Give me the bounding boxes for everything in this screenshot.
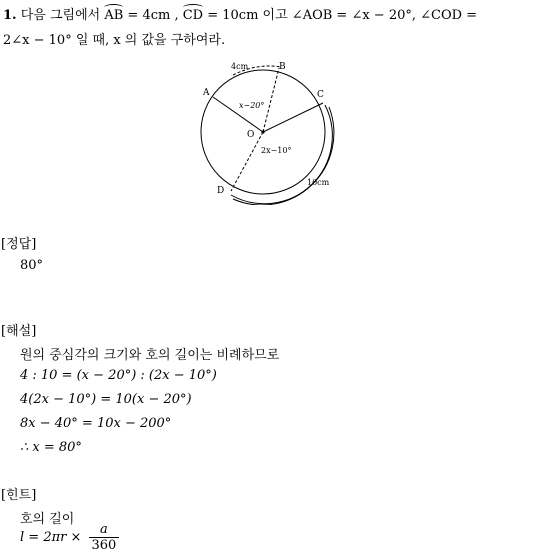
label-2x10: 2x−10° (261, 146, 292, 155)
radius-ob (263, 68, 279, 132)
hint-formula (20, 522, 119, 553)
explanation-line: 8x − 40° = 10x − 200° (20, 416, 172, 431)
center-point (261, 130, 264, 133)
explanation-line: ∴ x = 80° (20, 440, 82, 455)
label-x20: x−20° (239, 101, 265, 110)
arc-ab-label: AB (104, 8, 124, 23)
label-b: B (279, 62, 286, 72)
radius-oc (263, 103, 323, 132)
label-o: O (247, 130, 255, 140)
problem-line-2: 2∠x − 10° 일 때, x 의 값을 구하여라. (3, 33, 226, 48)
explanation-line: 4 : 10 = (x − 20°) : (2x − 10°) (20, 368, 217, 383)
fraction-denominator: 360 (91, 538, 117, 553)
label-10cm: 10cm (307, 178, 330, 187)
formula-lhs: l = 2πr × (20, 530, 82, 545)
circle-figure (195, 55, 345, 205)
label-c: C (317, 90, 324, 100)
hint-header: [힌트] (1, 488, 37, 503)
explanation-line: 원의 중심각의 크기와 호의 길이는 비례하므로 (20, 348, 280, 363)
explanation-line: 4(2x − 10°) = 10(x − 20°) (20, 392, 192, 407)
problem-line-1: 1. 다음 그림에서 AB = 4cm , CD = 10cm 이고 ∠AOB = ∠x − 20°, ∠COD = (3, 8, 478, 23)
fraction-numerator: a (89, 522, 120, 538)
label-d: D (217, 186, 225, 196)
answer-value: 80° (20, 258, 44, 273)
explanation-header: [해설] (1, 324, 37, 339)
problem-number: 1. (3, 8, 17, 23)
answer-header: [정답] (1, 237, 37, 252)
label-a: A (203, 88, 210, 98)
radius-od (231, 132, 263, 191)
fraction (89, 522, 120, 553)
hint-line: 호의 길이 (20, 512, 75, 527)
arc-cd-label: CD (182, 8, 204, 23)
label-4cm: 4cm (231, 62, 249, 71)
